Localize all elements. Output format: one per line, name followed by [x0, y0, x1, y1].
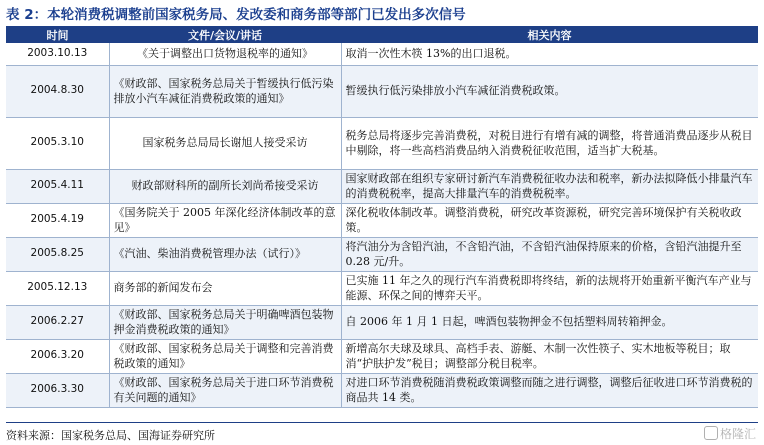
table-row	[6, 65, 758, 117]
cell-date: 2006.3.30	[6, 373, 109, 407]
cell-document: 《国务院关于 2005 年深化经济体制改革的意见》	[109, 203, 341, 237]
header-content: 相关内容	[527, 28, 572, 42]
cell-content: 国家财政部在组织专家研讨新汽车消费税征收办法和税率，新办法拟降低小排量汽车的消费税税率，提高大排量汽车的消费税税率。	[341, 169, 758, 203]
cell-document: 《关于调整出口货物退税率的通知》	[109, 43, 341, 65]
table-row	[6, 169, 758, 203]
cell-content: 对进口环节消费税随消费税政策调整而随之进行调整，调整后征收进口环节消费税的商品共 14 类。	[341, 373, 758, 407]
table-row	[6, 271, 758, 305]
cell-content: 税务总局将逐步完善消费税，对税目进行有增有减的调整，将普通消费品逐步从税目中剔除，将一些高档消费品纳入消费税征收范围，适当扩大税基。	[341, 117, 758, 169]
cell-content: 取消一次性木筷 13%的出口退税。	[341, 43, 758, 65]
table-bottom-rule	[6, 422, 758, 423]
cell-date: 2005.4.11	[6, 169, 109, 203]
source-note: 资料来源：国家税务总局、国海证券研究所	[6, 429, 215, 442]
watermark	[704, 425, 756, 442]
cell-date: 2005.3.10	[6, 117, 109, 169]
cell-content: 已实施 11 年之久的现行汽车消费税即将终结，新的法规将开始重新平衡汽车产业与能源、环保之间的博弈天平。	[341, 271, 758, 305]
table-row	[6, 373, 758, 407]
cell-document: 财政部财科所的副所长刘尚希接受采访	[109, 169, 341, 203]
table-row	[6, 117, 758, 169]
cell-date: 2005.4.19	[6, 203, 109, 237]
cell-document: 《财政部、国家税务总局关于暂缓执行低污染排放小汽车减征消费税政策的通知》	[109, 65, 341, 117]
cell-date: 2005.12.13	[6, 271, 109, 305]
cell-content: 暂缓执行低污染排放小汽车减征消费税政策。	[341, 65, 758, 117]
table-row	[6, 203, 758, 237]
cell-date: 2005.8.25	[6, 237, 109, 271]
cell-content: 新增高尔夫球及球具、高档手表、游艇、木制一次性筷子、实木地板等税目；取消“护肤护发”税目；调整部分税目税率。	[341, 339, 758, 373]
table-row	[6, 339, 758, 373]
table-row	[6, 237, 758, 271]
cell-document: 《汽油、柴油消费税管理办法（试行）》	[109, 237, 341, 271]
cell-document: 《财政部、国家税务总局关于明确啤酒包装物押金消费税政策的通知》	[109, 305, 341, 339]
table-header-row	[6, 26, 758, 43]
cell-date: 2006.2.27	[6, 305, 109, 339]
cell-document: 《财政部、国家税务总局关于进口环节消费税有关问题的通知》	[109, 373, 341, 407]
policy-signal-table	[6, 26, 758, 408]
table-title: 表 2：本轮消费税调整前国家税务局、发改委和商务部等部门已发出多次信号	[6, 7, 466, 23]
cell-date: 2004.8.30	[6, 65, 109, 117]
cell-content: 自 2006 年 1 月 1 日起，啤酒包装物押金不包括塑料周转箱押金。	[341, 305, 758, 339]
watermark-logo-icon	[704, 426, 718, 440]
cell-document: 《财政部、国家税务总局关于调整和完善消费税政策的通知》	[109, 339, 341, 373]
watermark-text: 格隆汇	[719, 427, 756, 441]
cell-content: 将汽油分为含铅汽油，不含铅汽油，不含铅汽油保持原来的价格，含铅汽油提升至 0.28 元/升。	[341, 237, 758, 271]
cell-document: 商务部的新闻发布会	[109, 271, 341, 305]
cell-document: 国家税务总局局长谢旭人接受采访	[109, 117, 341, 169]
cell-content: 深化税收体制改革。调整消费税，研究改革资源税，研究完善环境保护有关税收政策。	[341, 203, 758, 237]
table-row	[6, 43, 758, 65]
cell-date: 2003.10.13	[6, 43, 109, 65]
table-row	[6, 305, 758, 339]
cell-date: 2006.3.20	[6, 339, 109, 373]
header-date: 时间	[46, 28, 69, 42]
header-document: 文件/会议/讲话	[187, 28, 263, 42]
